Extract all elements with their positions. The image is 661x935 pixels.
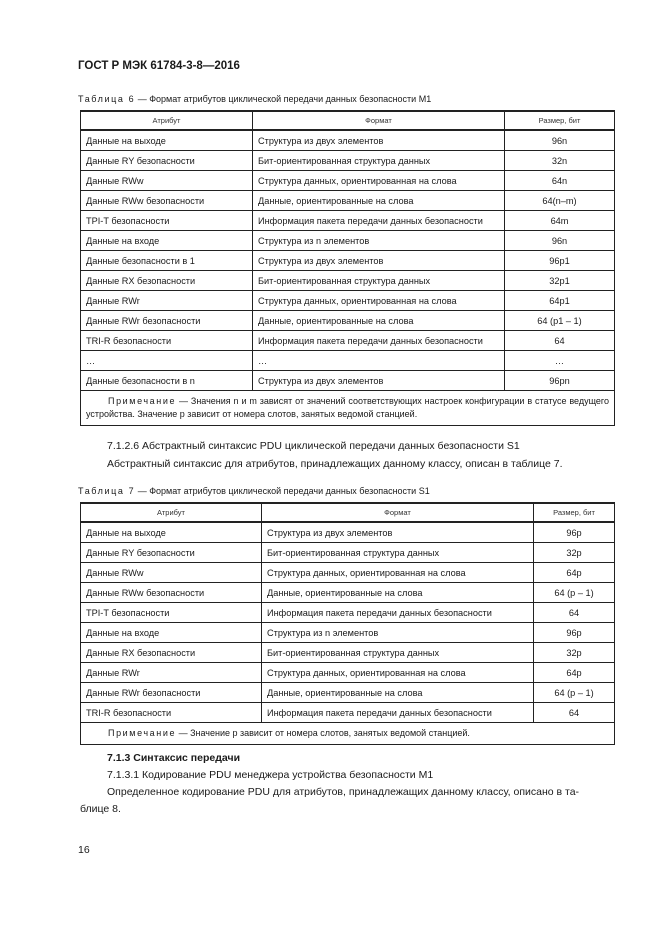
table-row bbox=[81, 171, 615, 191]
size-cell: 32p1 bbox=[505, 271, 615, 291]
format-cell: Информация пакета передачи данных безопасности bbox=[253, 331, 505, 351]
format-cell: Структура из двух элементов bbox=[253, 371, 505, 391]
attribute-cell: Данные RX безопасности bbox=[81, 643, 262, 663]
table7-caption-title: — Формат атрибутов циклической передачи данных безопасности S1 bbox=[135, 486, 430, 496]
size-cell: 96p bbox=[534, 623, 615, 643]
attribute-cell: Данные безопасности в n bbox=[81, 371, 253, 391]
attribute-cell: Данные RWw безопасности bbox=[81, 191, 253, 211]
table-row bbox=[81, 291, 615, 311]
attribute-cell: Данные на выходе bbox=[81, 130, 253, 151]
table-row bbox=[81, 151, 615, 171]
table-row bbox=[81, 623, 615, 643]
size-cell: 96n bbox=[505, 130, 615, 151]
attribute-cell: … bbox=[81, 351, 253, 371]
section-7-1-3-heading: 7.1.3 Синтаксис передачи bbox=[107, 752, 241, 764]
attribute-cell: Данные RWw bbox=[81, 563, 262, 583]
attribute-cell: TPI-T безопасности bbox=[81, 211, 253, 231]
table7-header-attribute: Атрибут bbox=[81, 503, 262, 522]
size-cell: 64(n–m) bbox=[505, 191, 615, 211]
note-text: — Значения n и m зависят от значений соответствующих настроек конфигурации в статусе ведущего устройства. Значение p зависит от номера слотов, занятых ведомой станцией. bbox=[86, 396, 609, 419]
format-cell: Информация пакета передачи данных безопасности bbox=[253, 211, 505, 231]
format-cell: Структура из n элементов bbox=[253, 231, 505, 251]
format-cell: Структура данных, ориентированная на слова bbox=[262, 563, 534, 583]
table7 bbox=[80, 502, 615, 745]
table-row bbox=[81, 663, 615, 683]
table-row bbox=[81, 211, 615, 231]
section-7-1-2-6-text: Абстрактный синтаксис для атрибутов, принадлежащих данному классу, описан в таблице 7. bbox=[107, 458, 563, 470]
attribute-cell: TRI-R безопасности bbox=[81, 703, 262, 723]
size-cell: 32p bbox=[534, 543, 615, 563]
size-cell: 64p bbox=[534, 563, 615, 583]
size-cell: 64 (p1 – 1) bbox=[505, 311, 615, 331]
attribute-cell: Данные RY безопасности bbox=[81, 543, 262, 563]
table6 bbox=[80, 110, 615, 426]
table-row bbox=[81, 583, 615, 603]
format-cell: … bbox=[253, 351, 505, 371]
format-cell: Бит-ориентированная структура данных bbox=[262, 643, 534, 663]
format-cell: Структура из n элементов bbox=[262, 623, 534, 643]
size-cell: 32n bbox=[505, 151, 615, 171]
format-cell: Бит-ориентированная структура данных bbox=[253, 151, 505, 171]
format-cell: Данные, ориентированные на слова bbox=[262, 683, 534, 703]
format-cell: Бит-ориентированная структура данных bbox=[253, 271, 505, 291]
table-row bbox=[81, 543, 615, 563]
note-row bbox=[81, 723, 615, 745]
table6-header-format: Формат bbox=[253, 111, 505, 130]
format-cell: Структура данных, ориентированная на слова bbox=[262, 663, 534, 683]
size-cell: … bbox=[505, 351, 615, 371]
attribute-cell: Данные RX безопасности bbox=[81, 271, 253, 291]
format-cell: Структура данных, ориентированная на слова bbox=[253, 171, 505, 191]
table-note bbox=[81, 391, 615, 426]
size-cell: 64p1 bbox=[505, 291, 615, 311]
size-cell: 64n bbox=[505, 171, 615, 191]
attribute-cell: Данные RWr безопасности bbox=[81, 311, 253, 331]
section-7-1-3-1-heading: 7.1.3.1 Кодирование PDU менеджера устройства безопасности М1 bbox=[107, 769, 434, 781]
table-row bbox=[81, 563, 615, 583]
size-cell: 32p bbox=[534, 643, 615, 663]
format-cell: Структура из двух элементов bbox=[262, 522, 534, 543]
table-row bbox=[81, 351, 615, 371]
attribute-cell: Данные RWr безопасности bbox=[81, 683, 262, 703]
table-row bbox=[81, 683, 615, 703]
format-cell: Структура данных, ориентированная на слова bbox=[253, 291, 505, 311]
page-number: 16 bbox=[78, 844, 90, 856]
table6-header-attribute: Атрибут bbox=[81, 111, 253, 130]
attribute-cell: Данные на выходе bbox=[81, 522, 262, 543]
attribute-cell: Данные RWr bbox=[81, 663, 262, 683]
table-note bbox=[81, 723, 615, 745]
size-cell: 96pn bbox=[505, 371, 615, 391]
format-cell: Информация пакета передачи данных безопасности bbox=[262, 703, 534, 723]
size-cell: 64 bbox=[534, 703, 615, 723]
table6-header-size: Размер, бит bbox=[505, 111, 615, 130]
size-cell: 64 (p – 1) bbox=[534, 583, 615, 603]
size-cell: 96n bbox=[505, 231, 615, 251]
table-row bbox=[81, 703, 615, 723]
table-row bbox=[81, 311, 615, 331]
table-row bbox=[81, 271, 615, 291]
note-text: — Значение p зависит от номера слотов, занятых ведомой станцией. bbox=[176, 728, 470, 738]
size-cell: 64 (p – 1) bbox=[534, 683, 615, 703]
format-cell: Данные, ориентированные на слова bbox=[253, 191, 505, 211]
section-7-1-2-6-heading: 7.1.2.6 Абстрактный синтаксис PDU циклической передачи данных безопасности S1 bbox=[107, 440, 520, 452]
format-cell: Данные, ориентированные на слова bbox=[253, 311, 505, 331]
table6-caption-label: Таблица 6 bbox=[78, 94, 136, 104]
note-row bbox=[81, 391, 615, 426]
table-row bbox=[81, 231, 615, 251]
format-cell: Структура из двух элементов bbox=[253, 130, 505, 151]
standard-header: ГОСТ Р МЭК 61784-3-8—2016 bbox=[78, 60, 240, 72]
note-label: Примечание bbox=[108, 396, 177, 406]
section-7-1-3-1-text-line2: блице 8. bbox=[80, 803, 121, 815]
size-cell: 96p bbox=[534, 522, 615, 543]
table7-header-format: Формат bbox=[262, 503, 534, 522]
attribute-cell: Данные RWr bbox=[81, 291, 253, 311]
format-cell: Данные, ориентированные на слова bbox=[262, 583, 534, 603]
table-row bbox=[81, 522, 615, 543]
note-label: Примечание bbox=[108, 728, 177, 738]
attribute-cell: Данные RWw безопасности bbox=[81, 583, 262, 603]
attribute-cell: TPI-T безопасности bbox=[81, 603, 262, 623]
table6-caption bbox=[78, 94, 431, 104]
attribute-cell: Данные безопасности в 1 bbox=[81, 251, 253, 271]
section-7-1-3-1-text-line1: Определенное кодирование PDU для атрибутов, принадлежащих данному классу, описано в та- bbox=[107, 786, 580, 798]
table7-caption bbox=[78, 486, 430, 496]
format-cell: Информация пакета передачи данных безопасности bbox=[262, 603, 534, 623]
attribute-cell: TRI-R безопасности bbox=[81, 331, 253, 351]
table7-header-size: Размер, бит bbox=[534, 503, 615, 522]
table-row bbox=[81, 251, 615, 271]
attribute-cell: Данные на входе bbox=[81, 623, 262, 643]
attribute-cell: Данные RY безопасности bbox=[81, 151, 253, 171]
size-cell: 64 bbox=[534, 603, 615, 623]
size-cell: 64p bbox=[534, 663, 615, 683]
format-cell: Бит-ориентированная структура данных bbox=[262, 543, 534, 563]
attribute-cell: Данные на входе bbox=[81, 231, 253, 251]
table-row bbox=[81, 130, 615, 151]
table-row bbox=[81, 331, 615, 351]
format-cell: Структура из двух элементов bbox=[253, 251, 505, 271]
table-row bbox=[81, 191, 615, 211]
size-cell: 64m bbox=[505, 211, 615, 231]
table6-caption-title: — Формат атрибутов циклической передачи данных безопасности М1 bbox=[135, 94, 432, 104]
size-cell: 96p1 bbox=[505, 251, 615, 271]
table-row bbox=[81, 603, 615, 623]
size-cell: 64 bbox=[505, 331, 615, 351]
table7-caption-label: Таблица 7 bbox=[78, 486, 136, 496]
table-row bbox=[81, 371, 615, 391]
attribute-cell: Данные RWw bbox=[81, 171, 253, 191]
table-row bbox=[81, 643, 615, 663]
